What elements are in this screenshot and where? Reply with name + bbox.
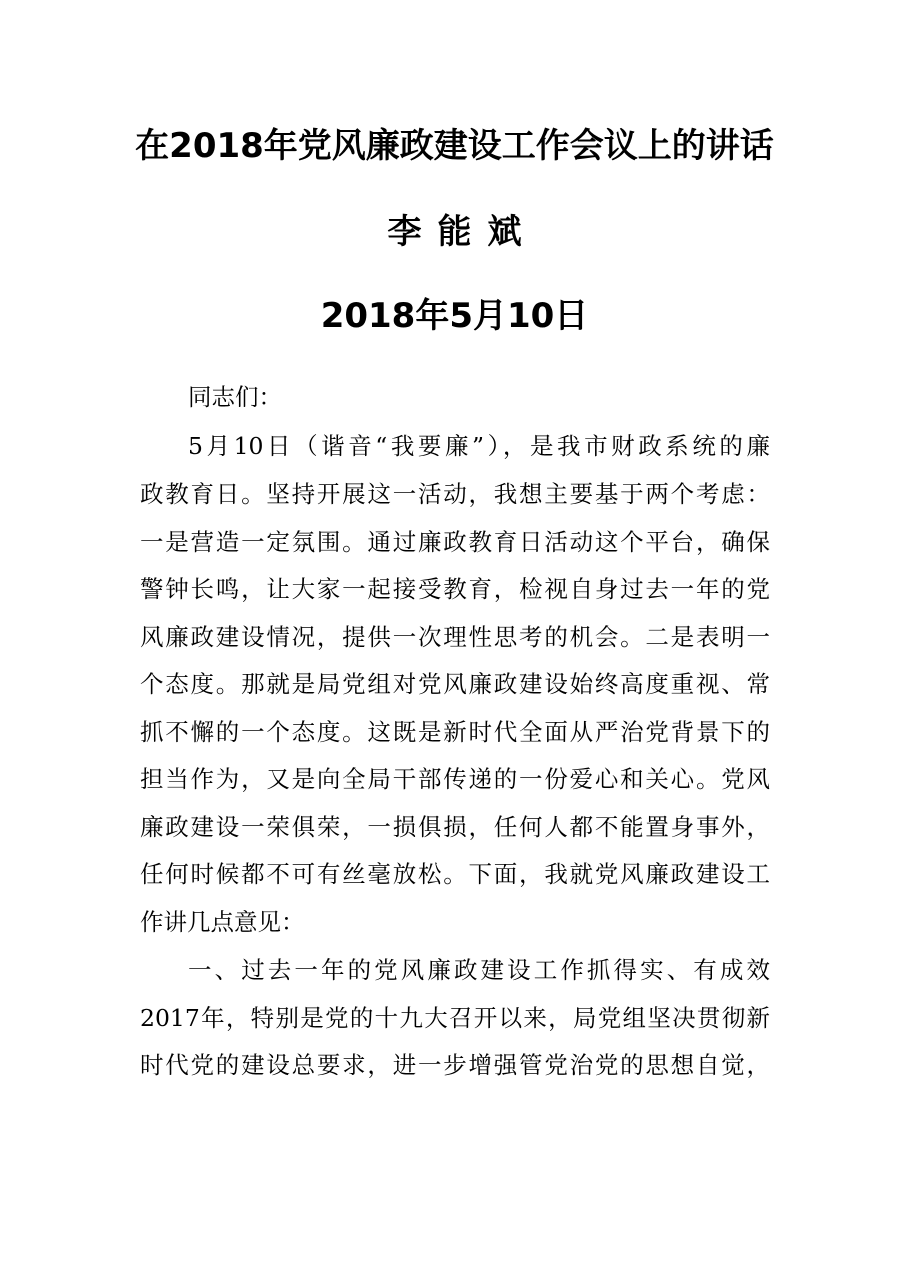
document-title: 在2018年党风廉政建设工作会议上的讲话 <box>135 126 774 166</box>
paragraph-line: 任何时候都不可有丝毫放松。下面，我就党风廉政建设工 <box>140 860 770 888</box>
paragraph-line: 担当作为，又是向全局干部传递的一份爱心和关心。党风 <box>140 765 770 793</box>
document-author: 李能斌 <box>387 212 538 252</box>
paragraph-line: 5月10日（谐音“我要廉”），是我市财政系统的廉 <box>188 432 770 460</box>
paragraph-line: 2017年，特别是党的十九大召开以来，局党组坚决贯彻新 <box>140 1004 770 1032</box>
paragraph-line: 个态度。那就是局党组对党风廉政建设始终高度重视、常 <box>140 670 770 698</box>
salutation: 同志们： <box>188 383 282 411</box>
paragraph-line: 时代党的建设总要求，进一步增强管党治党的思想自觉， <box>140 1051 770 1079</box>
paragraph-line: 抓不懈的一个态度。这既是新时代全面从严治党背景下的 <box>140 718 770 746</box>
paragraph-line: 廉政建设一荣俱荣，一损俱损，任何人都不能置身事外， <box>140 813 770 841</box>
paragraph-line: 警钟长鸣，让大家一起接受教育，检视自身过去一年的党 <box>140 575 770 603</box>
paragraph-line: 一是营造一定氛围。通过廉政教育日活动这个平台，确保 <box>140 528 770 556</box>
paragraph-line: 风廉政建设情况，提供一次理性思考的机会。二是表明一 <box>140 623 770 651</box>
paragraph-line: 政教育日。坚持开展这一活动，我想主要基于两个考虑： <box>140 480 770 508</box>
document-date: 2018年5月10日 <box>320 296 589 336</box>
paragraph-line: 作讲几点意见： <box>140 908 305 936</box>
section-heading: 一、过去一年的党风廉政建设工作抓得实、有成效 <box>188 956 770 984</box>
